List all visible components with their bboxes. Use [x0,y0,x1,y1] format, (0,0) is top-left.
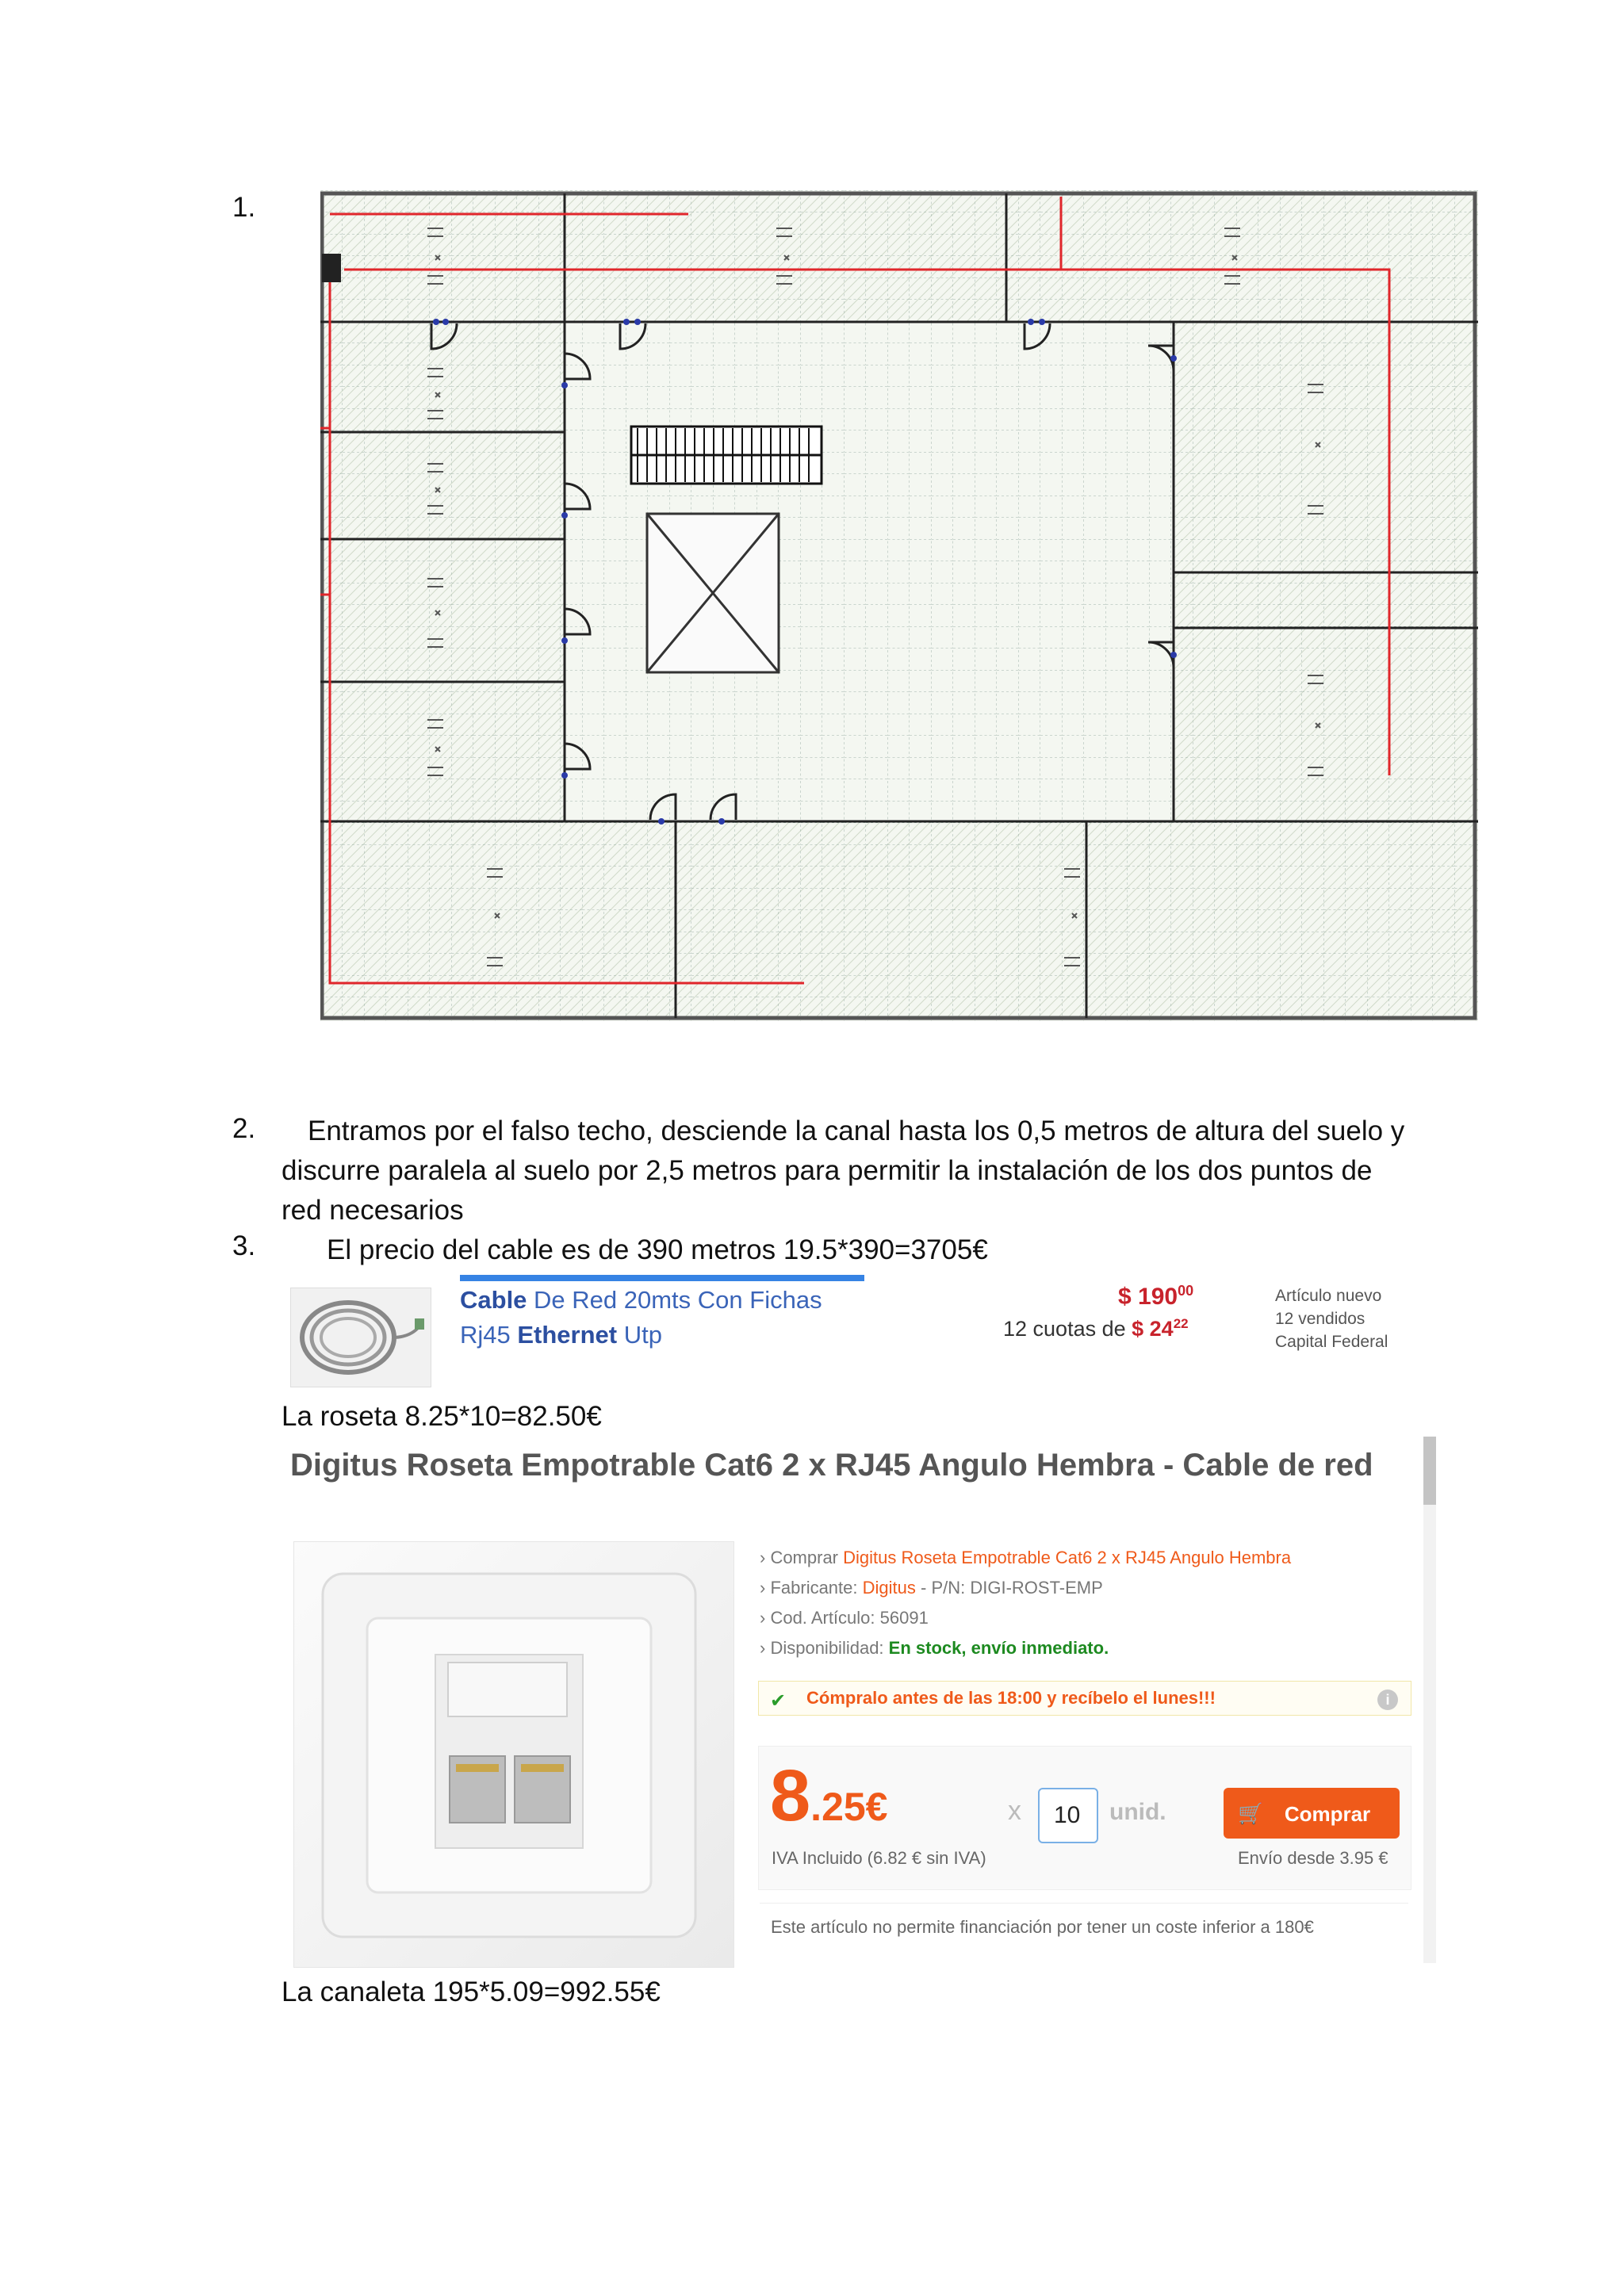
item-2-text-line3: red necesarios [282,1195,464,1226]
scrollbar-thumb[interactable] [1423,1437,1436,1505]
shipping-cost: Envío desde 3.95 € [1238,1848,1388,1868]
cable-listing[interactable] [285,1267,1427,1387]
cable-location: Capital Federal [1275,1333,1388,1351]
scrollbar[interactable] [1423,1437,1436,1963]
quantity-input[interactable] [1038,1788,1098,1843]
listing-highlight-bar [460,1275,864,1281]
cable-title-part3: Utp [617,1321,662,1349]
cable-condition: Artículo nuevo [1275,1287,1382,1305]
floor-plan [320,190,1478,1021]
cable-meta [1275,1284,1388,1353]
cable-title-word-cable: Cable [460,1286,527,1314]
cable-price: $ $190^{00}$ [1118,1283,1194,1310]
item-2-text-line1: Entramos por el falso techo, desciende la canal hasta los 0,5 metros de altura del suelo y [308,1115,1405,1146]
iva-note: IVA Incluido (6.82 € sin IVA) [772,1848,986,1868]
wall-socket-image [294,1542,733,1967]
product-image[interactable] [293,1541,734,1968]
cable-installments: 12 cuotas de $ $24^{22}$ [1003,1316,1189,1341]
info-codigo: › Cod. Artículo: 56091 [760,1608,929,1628]
cable-title-part1: De Red 20mts Con Fichas [527,1286,822,1314]
shipping-notice [758,1681,1411,1716]
canaleta-line: La canaleta 195*5.09=992.55€ [282,1976,661,2007]
buy-button-label: Comprar [1284,1802,1371,1826]
item-3-text: El precio del cable es de 390 metros 19.5*390=3705€ [327,1234,988,1265]
info-comprar: › Comprar Digitus Roseta Empotrable Cat6 2 x RJ45 Angulo Hembra [760,1548,1292,1567]
item-2-text-line2: discurre paralela al suelo por 2,5 metros para permitir la instalación de los dos puntos de [282,1155,1373,1186]
times-symbol: x [1008,1796,1021,1826]
cable-sold-count: 12 vendidos [1275,1310,1365,1328]
info-disponibilidad: › Disponibilidad: En stock, envío inmediato. [760,1638,1109,1658]
info-fabricante: › Fabricante: Digitus - P/N: DIGI-ROST-EMP [760,1578,1103,1598]
item-1-number: 1. [232,192,256,223]
unit-label: unid. [1109,1799,1166,1825]
item-2-number: 2. [232,1113,256,1144]
info-icon[interactable]: i [1377,1689,1398,1710]
shipping-text: Cómpralo antes de las 18:00 y recíbelo el lunes!!! [806,1688,1216,1708]
product-price: 8.25€ [770,1755,888,1836]
buy-button[interactable] [1224,1788,1400,1839]
cable-title-word-ethernet: Ethernet [517,1321,618,1349]
cable-coil-icon [291,1288,431,1387]
product-panel [285,1433,1443,1966]
item-3-number: 3. [232,1230,256,1261]
cable-thumbnail[interactable] [290,1288,431,1387]
cable-title-part2: Rj45 [460,1321,518,1349]
buy-box [758,1746,1411,1890]
fabricante-link[interactable]: Digitus [862,1578,916,1598]
roseta-line: La roseta 8.25*10=82.50€ [282,1401,602,1432]
cart-icon: 🛒 [1238,1801,1264,1825]
cable-title-link[interactable] [460,1283,822,1353]
financing-note: Este artículo no permite financiación por tener un coste inferior a 180€ [760,1903,1408,1950]
product-title: Digitus Roseta Empotrable Cat6 2 x RJ45 Angulo Hembra - Cable de red [290,1448,1373,1483]
check-icon: ✔ [770,1690,787,1712]
